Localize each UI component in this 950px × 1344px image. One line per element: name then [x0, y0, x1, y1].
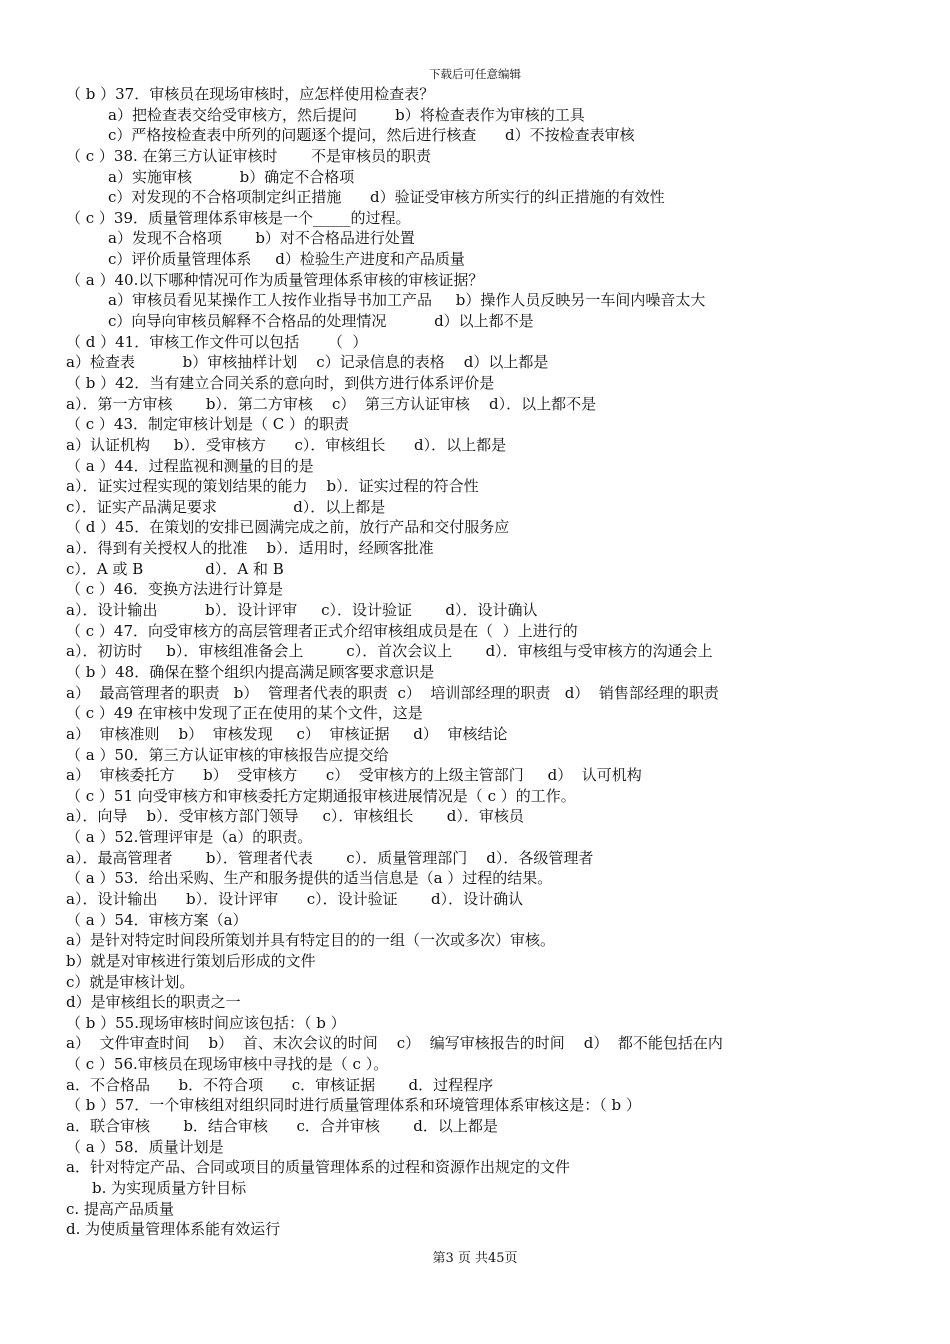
text-line: （ a ）40.以下哪种情况可作为质量管理体系审核的审核证据？ — [66, 270, 484, 289]
text-line: a）实施审核 b）确定不合格项 — [108, 167, 355, 186]
text-line: （ c ）38. 在第三方认证审核时 不是审核员的职责 — [66, 146, 431, 165]
text-line: a） 审核委托方 b） 受审核方 c） 受审核方的上级主管部门 d） 认可机构 — [66, 766, 642, 785]
text-line: c）严格按检查表中所列的问题逐个提问，然后进行核查 d）不按检查表审核 — [108, 126, 635, 145]
text-line: c）评价质量管理体系 d）检验生产进度和产品质量 — [108, 250, 465, 269]
text-line: （ a ）54．审核方案（a） — [66, 910, 248, 929]
text-line: a）．初访时 b）．审核组准备会上 c）．首次会议上 d）．审核组与受审核方的沟通会上 — [66, 642, 713, 661]
text-line: （ b ）42．当有建立合同关系的意向时，到供方进行体系评价是 — [66, 373, 495, 392]
text-line: （ c ）56.审核员在现场审核中寻找的是（ c ）。 — [66, 1055, 389, 1074]
text-line: （ c ）47．向受审核方的高层管理者正式介绍审核组成员是在（ ）上进行的 — [66, 621, 578, 640]
text-line: c. 提高产品质量 — [66, 1199, 174, 1218]
text-line: （ a ）58．质量计划是 — [66, 1137, 224, 1156]
text-line: a）．得到有关授权人的批准 b）．适用时，经顾客批准 — [66, 539, 434, 558]
text-line: d. 为使质量管理体系能有效运行 — [66, 1220, 281, 1239]
text-line: c）对发现的不合格项制定纠正措施 d）验证受审核方所实行的纠正措施的有效性 — [108, 188, 665, 207]
text-line: a）认证机构 b）．受审核方 c）．审核组长 d）．以上都是 — [66, 435, 507, 454]
text-line: （ d ）45．在策划的安排已圆满完成之前，放行产品和交付服务应 — [66, 518, 510, 537]
text-line: b）就是对审核进行策划后形成的文件 — [66, 951, 316, 970]
text-line: a）．设计输出 b）．设计评审 c）．设计验证 d）．设计确认 — [66, 601, 538, 620]
text-line: a） 审核准则 b） 审核发现 c） 审核证据 d） 审核结论 — [66, 724, 508, 743]
text-line: a）．证实过程实现的策划结果的能力 b）．证实过程的符合性 — [66, 477, 479, 496]
text-line: （ c ）49 在审核中发现了正在使用的某个文件，这是 — [66, 704, 423, 723]
text-line: d）是审核组长的职责之一 — [66, 993, 241, 1012]
text-line: a）．向导 b）．受审核方部门领导 c）．审核组长 d）．审核员 — [66, 807, 524, 826]
text-line: a）把检查表交给受审核方，然后提问 b）将检查表作为审核的工具 — [108, 105, 585, 124]
text-line: a．不合格品 b．不符合项 c．审核证据 d．过程程序 — [66, 1075, 494, 1094]
text-line: （ c ）51 向受审核方和审核委托方定期通报审核进展情况是（ c ）的工作。 — [66, 786, 576, 805]
page-footer: 第3 页 共45页 — [432, 1251, 518, 1266]
text-line: c）向导向审核员解释不合格品的处理情况 d）以上都不是 — [108, 312, 534, 331]
text-line: a） 最高管理者的职责 b） 管理者代表的职责 c） 培训部经理的职责 d） 销售部经理的职责 — [66, 683, 719, 702]
text-line: （ c ）39．质量管理体系审核是一个_____的过程。 — [66, 208, 411, 227]
text-line: （ b ）48．确保在整个组织内提高满足顾客要求意识是 — [66, 662, 435, 681]
document-body — [66, 84, 886, 1240]
text-line: c）就是审核计划。 — [66, 972, 195, 991]
text-line: a．联合审核 b．结合审核 c．合并审核 d．以上都是 — [66, 1117, 498, 1136]
page-header: 下载后可任意编辑 — [429, 67, 521, 81]
text-line: c）．A 或 B d）．A 和 B — [66, 559, 284, 578]
text-line: （ c ）43．制定审核计划是（ C ）的职责 — [66, 415, 350, 434]
text-line: a．针对特定产品、合同或项目的质量管理体系的过程和资源作出规定的文件 — [66, 1158, 570, 1177]
text-line: （ b ）37．审核员在现场审核时，应怎样使用检查表？ — [66, 85, 435, 103]
text-line: b. 为实现质量方针目标 — [92, 1178, 247, 1197]
text-line: a）．最高管理者 b）．管理者代表 c）．质量管理部门 d）．各级管理者 — [66, 848, 594, 867]
text-line: a）．设计输出 b）．设计评审 c）．设计验证 d）．设计确认 — [66, 889, 524, 908]
text-line: （ a ）44．过程监视和测量的目的是 — [66, 456, 314, 475]
text-line: （ a ）53．给出采购、生产和服务提供的适当信息是（a ）过程的结果。 — [66, 869, 553, 888]
text-line: （ c ）46．变换方法进行计算是 — [66, 580, 284, 599]
text-line: a）发现不合格项 b）对不合格品进行处置 — [108, 229, 415, 248]
text-line: a）．第一方审核 b）．第二方审核 c） 第三方认证审核 d）．以上都不是 — [66, 394, 597, 413]
text-line: a）是针对特定时间段所策划并具有特定目的的一组（一次或多次）审核。 — [66, 931, 555, 950]
text-line: （ b ）55.现场审核时间应该包括：（ b ） — [66, 1013, 346, 1032]
text-line: （ a ）50．第三方认证审核的审核报告应提交给 — [66, 745, 389, 764]
text-line: a） 文件审查时间 b） 首、末次会议的时间 c） 编写审核报告的时间 d） 都不能包括在内 — [66, 1034, 723, 1053]
text-line: c）．证实产品满足要求 d）．以上都是 — [66, 497, 386, 516]
text-line: a）审核员看见某操作工人按作业指导书加工产品 b）操作人员反映另一车间内噪音太大 — [108, 291, 706, 310]
text-line: （ b ）57．一个审核组对组织同时进行质量管理体系和环境管理体系审核这是：（ b ） — [66, 1096, 641, 1115]
text-line: （ d ）41．审核工作文件可以包括 （ ） — [66, 332, 368, 351]
text-line: a）检查表 b）审核抽样计划 c）记录信息的表格 d）以上都是 — [66, 353, 549, 372]
text-line: （ a ）52.管理评审是（a）的职责。 — [66, 828, 313, 847]
